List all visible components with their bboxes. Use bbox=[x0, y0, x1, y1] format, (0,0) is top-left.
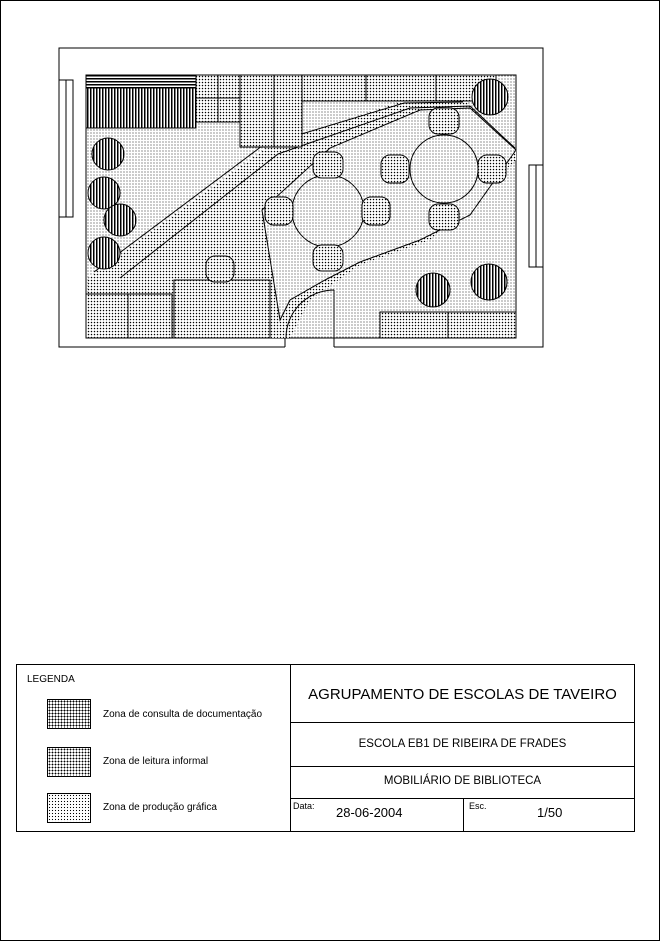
legend-swatch-informal bbox=[47, 747, 91, 777]
chair bbox=[362, 197, 390, 225]
organization-name: AGRUPAMENTO DE ESCOLAS DE TAVEIRO bbox=[308, 686, 617, 703]
cushion bbox=[471, 264, 507, 300]
scale-label: Esc. bbox=[469, 801, 487, 811]
legend-label-consultation: Zona de consulta de documentação bbox=[103, 709, 262, 720]
legend-title: LEGENDA bbox=[27, 674, 75, 685]
library-floor-plan bbox=[0, 0, 660, 360]
chair bbox=[265, 197, 293, 225]
cushion bbox=[104, 204, 136, 236]
chair bbox=[381, 155, 409, 183]
bookshelf-consultation bbox=[86, 75, 196, 128]
cushion bbox=[472, 79, 508, 115]
window-right bbox=[529, 165, 543, 267]
legend-swatch-production bbox=[47, 793, 91, 823]
chair bbox=[429, 108, 459, 134]
legend-swatch-consultation bbox=[47, 699, 91, 729]
chair bbox=[429, 204, 459, 230]
chair bbox=[478, 155, 506, 183]
cushion bbox=[88, 177, 120, 209]
school-name: ESCOLA EB1 DE RIBEIRA DE FRADES bbox=[358, 738, 567, 750]
cushion bbox=[416, 273, 450, 307]
title-block bbox=[16, 664, 635, 832]
cushion bbox=[88, 237, 120, 269]
chair bbox=[313, 245, 343, 271]
date-value: 28-06-2004 bbox=[336, 805, 403, 820]
scale-value: 1/50 bbox=[537, 805, 563, 820]
drawing-title: MOBILIÁRIO DE BIBLIOTECA bbox=[383, 775, 542, 787]
cushion bbox=[92, 138, 124, 170]
window-left bbox=[59, 80, 73, 217]
date-label: Data: bbox=[293, 801, 315, 811]
legend-label-informal: Zona de leitura informal bbox=[103, 756, 209, 767]
chair bbox=[206, 256, 234, 282]
legend-label-production: Zona de produção gráfica bbox=[103, 802, 217, 813]
chair bbox=[313, 152, 343, 178]
